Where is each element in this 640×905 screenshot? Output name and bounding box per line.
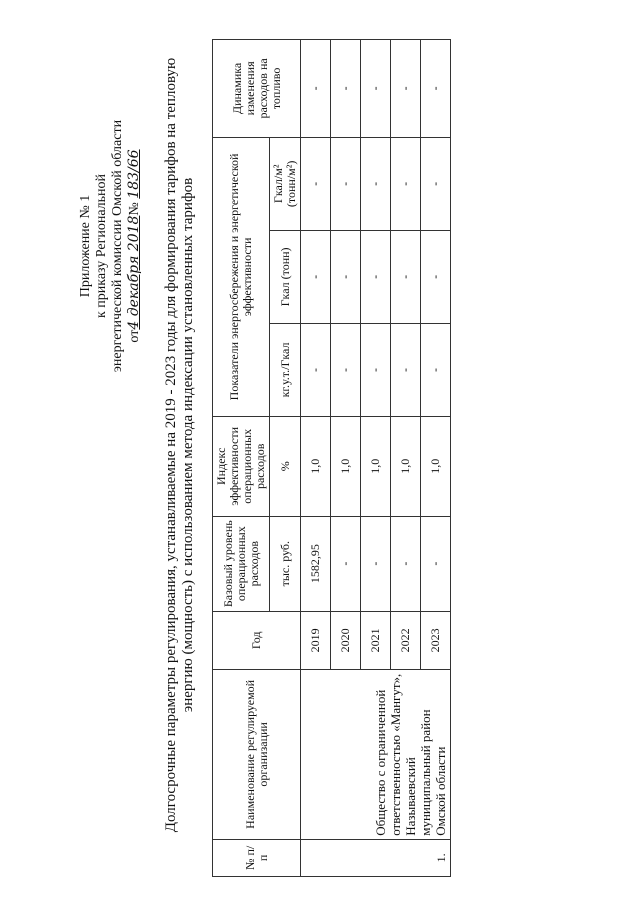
specific-cell: -: [391, 137, 421, 230]
number-prefix: №: [127, 202, 142, 216]
base-cell: -: [361, 516, 391, 611]
appendix-title: Приложение № 1: [78, 194, 93, 298]
heat-cell: -: [331, 230, 361, 323]
heading-line-1: Долгосрочные параметры регулирования, устанавливаемые на 2019 - 2023 годы для формирования тарифов на тепловую: [163, 57, 179, 833]
year-cell: 2021: [361, 611, 391, 669]
specific-cell: -: [361, 137, 391, 230]
index-cell: 1,0: [301, 417, 331, 517]
fuel-cell: -: [361, 323, 391, 416]
dynamics-cell: -: [361, 40, 391, 138]
heat-cell: -: [391, 230, 421, 323]
specific-cell: -: [301, 137, 331, 230]
year-cell: 2022: [391, 611, 421, 669]
fuel-cell: -: [391, 323, 421, 416]
fuel-cell: -: [421, 323, 451, 416]
base-cell: -: [421, 516, 451, 611]
header-year: Год: [213, 611, 301, 669]
handwritten-date: 4 декабря 2018: [126, 215, 142, 330]
year-cell: 2023: [421, 611, 451, 669]
parameters-table: [212, 39, 451, 877]
appendix-block: [78, 96, 143, 396]
specific-cell: -: [421, 137, 451, 230]
table-row: [301, 40, 331, 877]
header-dynamics: Динамика изменения расходов на топливо: [213, 40, 301, 138]
document-heading: [163, 25, 197, 865]
base-cell: -: [331, 516, 361, 611]
fuel-cell: -: [331, 323, 361, 416]
heading-line-2: энергию (мощность) с использованием метода индексации установленных тарифов: [180, 177, 196, 713]
unit-index: %: [270, 417, 301, 517]
header-org: Наименование регулируемой организации: [213, 669, 301, 839]
organization-name: Общество с ограниченной ответственностью «Мангут», Называевский муниципальный район Омской области: [301, 669, 451, 839]
dynamics-cell: -: [421, 40, 451, 138]
appendix-commission: энергетической комиссии Омской области: [110, 119, 125, 373]
unit-fuel: кг.у.т./Гкал: [270, 323, 301, 416]
handwritten-number: 183/66: [126, 149, 142, 199]
index-cell: 1,0: [391, 417, 421, 517]
index-cell: 1,0: [361, 417, 391, 517]
dynamics-cell: -: [331, 40, 361, 138]
base-cell: 1582,95: [301, 516, 331, 611]
fuel-cell: -: [301, 323, 331, 416]
base-cell: -: [391, 516, 421, 611]
unit-base: тыс. руб.: [270, 516, 301, 611]
row-number: 1.: [301, 839, 451, 876]
appendix-order-ref: к приказу Региональной: [94, 173, 109, 319]
header-index: Индекс эффективности операционных расходов: [213, 417, 270, 517]
index-cell: 1,0: [421, 417, 451, 517]
unit-heat: Гкал (тонн): [270, 230, 301, 323]
unit-specific: Гкал/м² (тонн/м²): [270, 137, 301, 230]
dynamics-cell: -: [391, 40, 421, 138]
heat-cell: -: [421, 230, 451, 323]
appendix-date-line: [126, 96, 143, 396]
header-num: № п/п: [213, 839, 301, 876]
index-cell: 1,0: [331, 417, 361, 517]
header-energy: Показатели энергосбережения и энергетической эффективности: [213, 137, 270, 416]
year-cell: 2020: [331, 611, 361, 669]
heat-cell: -: [301, 230, 331, 323]
heat-cell: -: [361, 230, 391, 323]
year-cell: 2019: [301, 611, 331, 669]
dynamics-cell: -: [301, 40, 331, 138]
date-prefix: от: [127, 329, 142, 343]
header-base: Базовый уровень операционных расходов: [213, 516, 270, 611]
specific-cell: -: [331, 137, 361, 230]
